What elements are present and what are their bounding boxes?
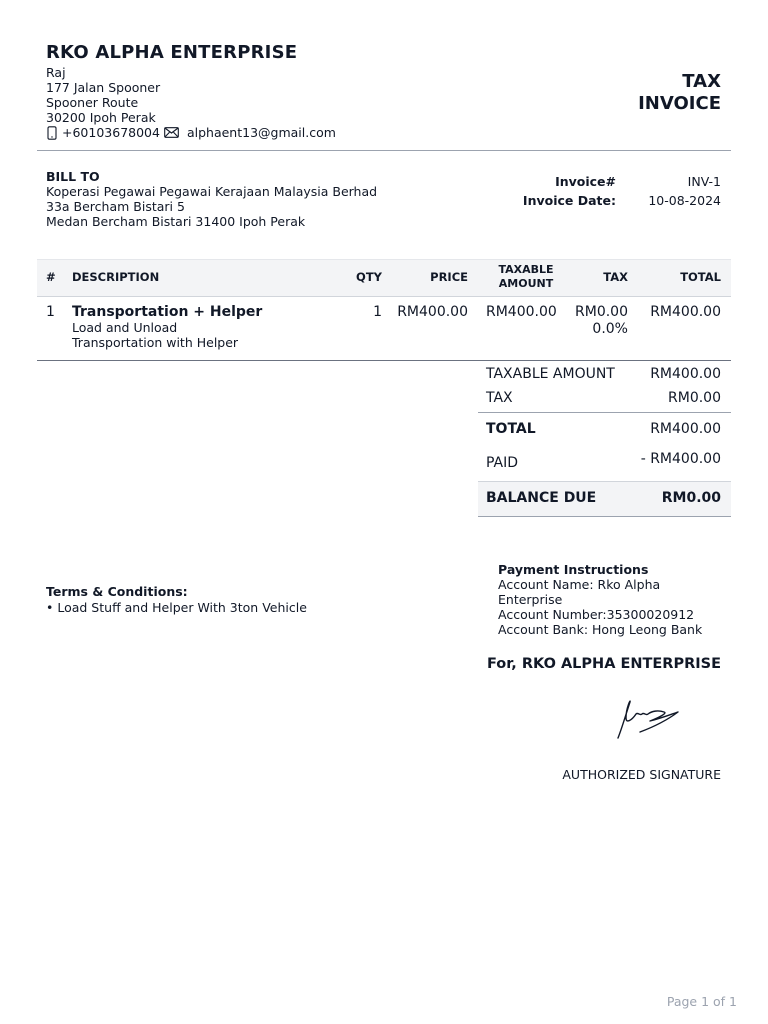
item-description: Load and Unload [72,320,178,335]
item-total: RM400.00 [650,304,721,320]
item-qty: 1 [373,304,382,320]
summary-taxable-label: TAXABLE AMOUNT [486,366,615,382]
column-header-description: DESCRIPTION [72,270,160,284]
summary-tax-value: RM0.00 [668,390,721,406]
item-title: Transportation + Helper [72,304,263,320]
payment-line: Account Number:35300020912 [498,607,695,622]
summary-paid-value: - RM400.00 [640,451,721,467]
email-icon [164,127,179,138]
phone-icon [46,126,58,140]
invoice-date-label: Invoice Date: [522,193,616,208]
terms-heading: Terms & Conditions: [46,584,188,599]
column-header-qty: QTY [356,270,382,284]
company-email[interactable]: alphaent13@gmail.com [186,125,336,140]
invoice-number-label: Invoice# [555,174,616,189]
payment-line: Account Name: Rko Alpha [498,577,661,592]
company-address-line: Raj [46,65,66,80]
invoice-date: 10-08-2024 [648,193,721,208]
column-header-taxable-amount: TAXABLE AMOUNT [498,263,554,290]
company-address-line: 177 Jalan Spooner [46,80,161,95]
divider [37,150,731,151]
bill-to-line: 33a Bercham Bistari 5 [46,199,185,214]
summary-taxable-value: RM400.00 [650,366,721,382]
column-header-index: # [46,270,56,284]
bill-to-line: Medan Bercham Bistari 31400 Ipoh Perak [46,214,306,229]
item-price: RM400.00 [397,304,468,320]
item-taxable-amount: RM400.00 [486,304,557,320]
payment-heading: Payment Instructions [498,562,649,577]
item-tax: RM0.00 [575,304,628,320]
column-header-price: PRICE [430,270,468,284]
payment-line: Account Bank: Hong Leong Bank [498,622,703,637]
company-address-line: 30200 Ipoh Perak [46,110,156,125]
invoice-number: INV-1 [687,174,721,189]
bill-to-line: Koperasi Pegawai Pegawai Kerajaan Malaysia Berhad [46,184,378,199]
summary-tax-label: TAX [486,390,513,406]
item-tax-rate: 0.0% [592,321,628,337]
company-phone: +60103678004 [62,125,160,140]
column-header-total: TOTAL [680,270,721,284]
balance-due-value: RM0.00 [661,490,721,506]
bill-to-heading: BILL TO [46,169,100,184]
row-index: 1 [46,304,55,320]
authorized-signature-label: AUTHORIZED SIGNATURE [562,767,721,782]
page-number: Page 1 of 1 [666,994,737,1009]
for-company: For, RKO ALPHA ENTERPRISE [486,656,721,672]
signature-image [614,694,684,742]
column-header-tax: TAX [603,270,628,284]
document-title: TAX INVOICE [638,71,721,114]
summary-divider [478,412,731,413]
summary-paid-label: PAID [486,455,519,471]
terms-item: • Load Stuff and Helper With 3ton Vehicle [46,600,307,615]
summary-total-label: TOTAL [486,421,536,437]
company-address-line: Spooner Route [46,95,139,110]
item-description: Transportation with Helper [72,335,239,350]
balance-due-label: BALANCE DUE [486,490,597,506]
payment-line: Enterprise [498,592,563,607]
summary-total-value: RM400.00 [650,421,721,437]
divider [37,360,731,361]
company-contact [46,125,336,140]
company-name: RKO ALPHA ENTERPRISE [46,42,298,63]
